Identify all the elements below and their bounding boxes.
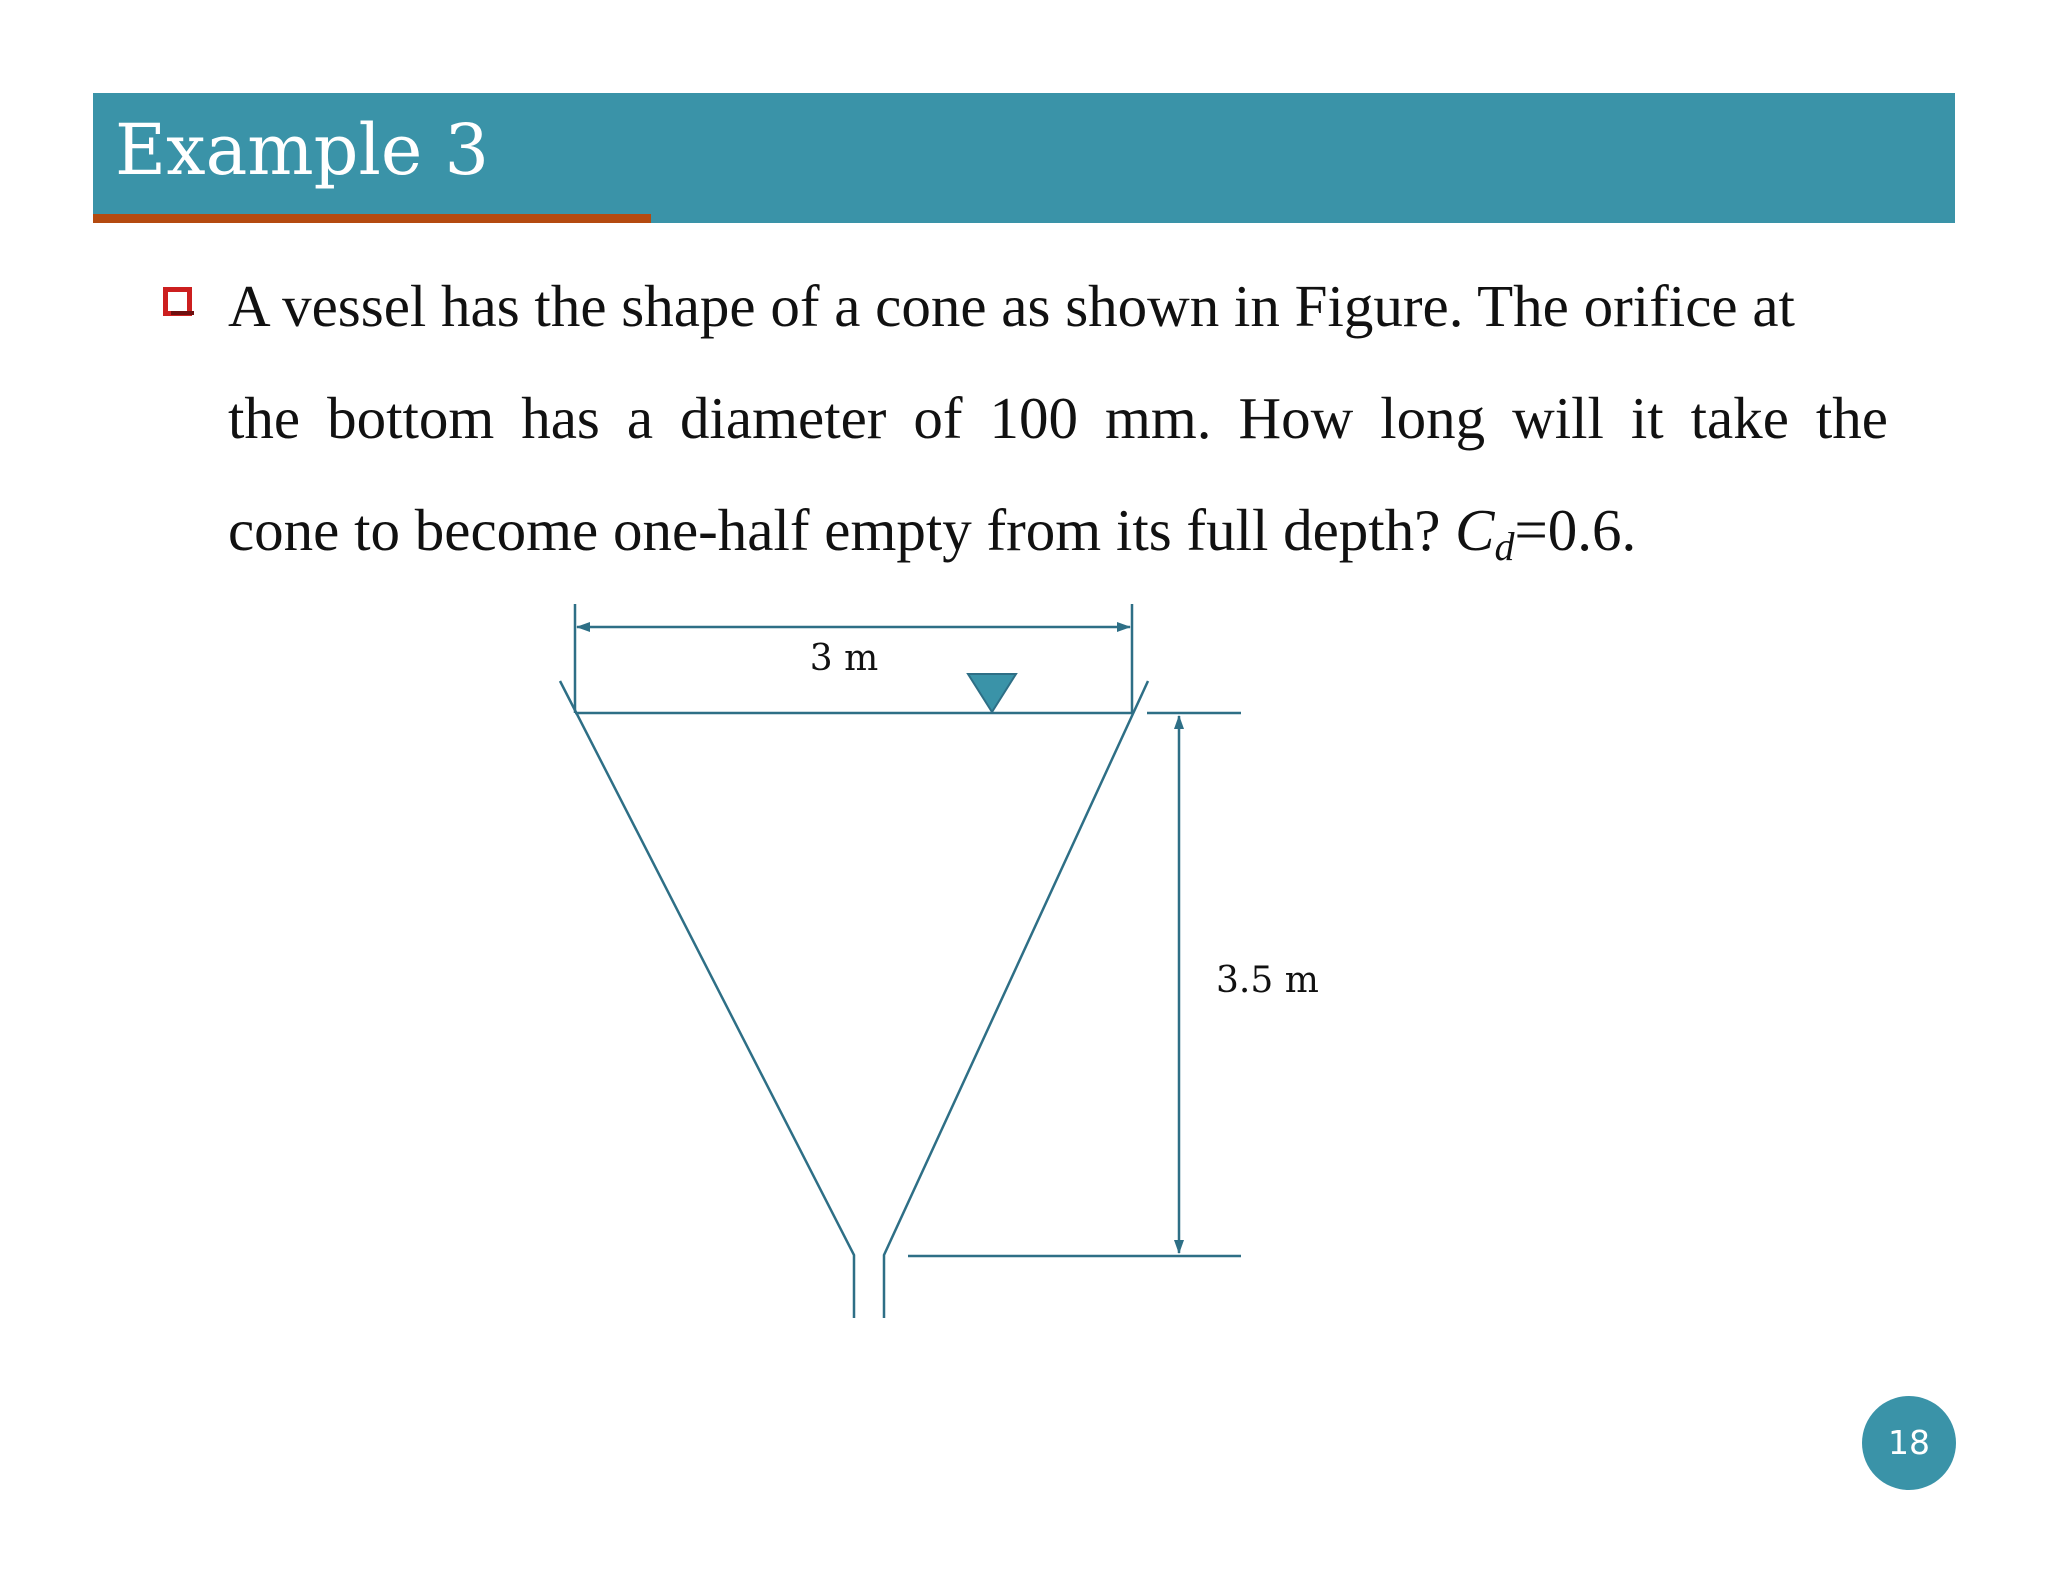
slide-title: Example 3 (115, 109, 490, 191)
cone-right-wall (884, 681, 1148, 1318)
cd-symbol: C (1455, 497, 1495, 563)
cone-left-wall (560, 681, 854, 1318)
water-surface-triangle-icon (968, 674, 1016, 712)
cd-subscript: d (1494, 524, 1515, 569)
depth-label: 3.5 m (1216, 960, 1319, 1001)
problem-text-line-3-main: cone to become one-half empty from its full depth? (228, 497, 1456, 563)
cd-value: =0.6. (1514, 497, 1637, 563)
problem-text-line-1: A vessel has the shape of a cone as shown in Figure. The orifice at (228, 273, 1795, 339)
top-width-label: 3 m (809, 638, 879, 679)
problem-text-line-2: the bottom has a diameter of 100 mm. How long will it take the (228, 385, 1888, 451)
page-number-badge: 18 (1862, 1396, 1956, 1490)
